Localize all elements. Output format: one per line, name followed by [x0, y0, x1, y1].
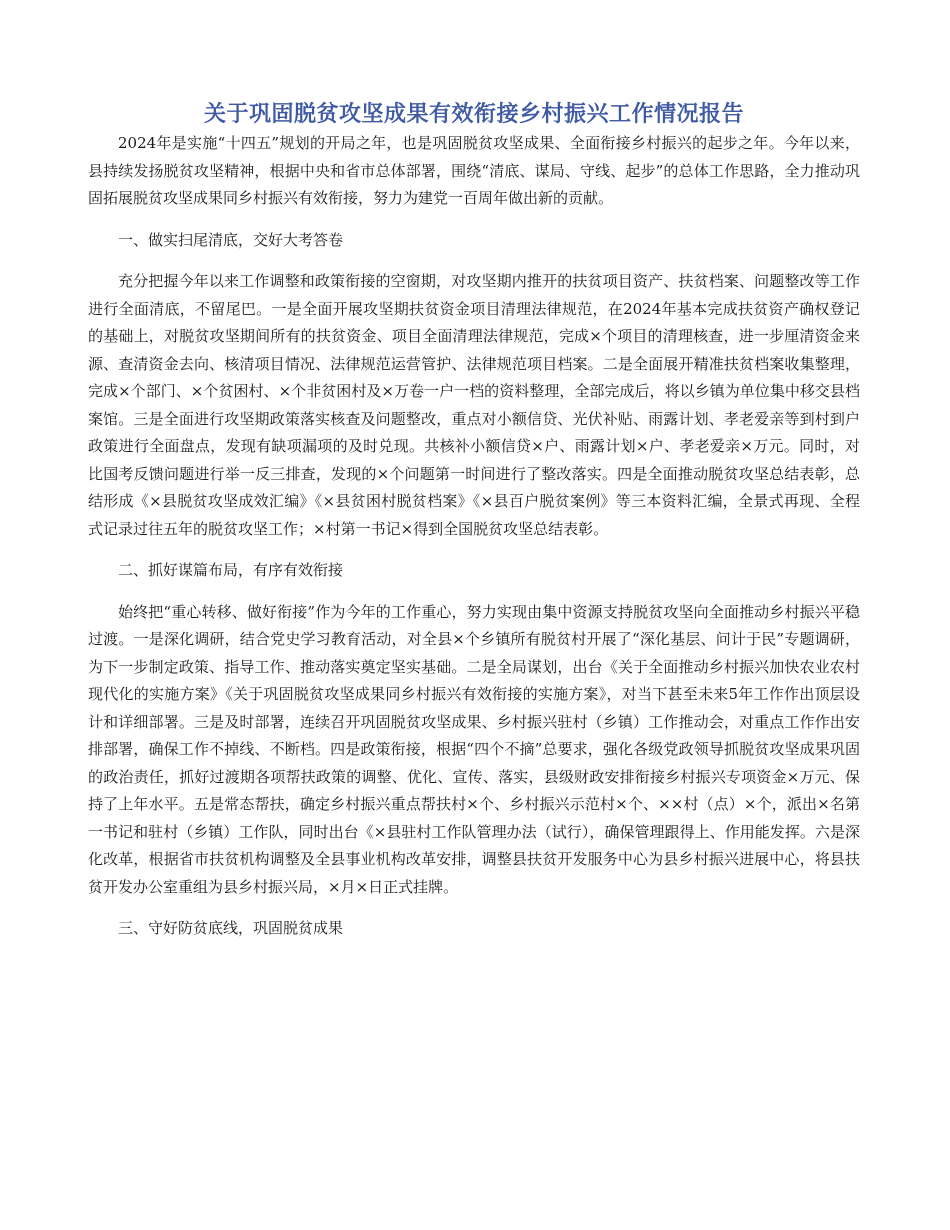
spacer	[88, 585, 860, 599]
spacer	[88, 543, 860, 557]
section-1-heading: 一、做实扫尾清底，交好大考答卷	[118, 230, 344, 249]
section-1-body: 充分把握今年以来工作调整和政策衔接的空窗期，对攻坚期内推开的扶贫项目资产、扶贫档案、问题整改等工作进行全面清底，不留尾巴。一是全面开展攻坚期扶贫资金项目清理法律规范，在2024年基本完成扶贫资产确权登记的基础上，对脱贫攻坚期间所有的扶贫资金、项目全面清理法律规范，完成×个项目的清理核查，进一步厘清资金来源、查清资金去向、核清项目情况、法律规范运营管护、法律规范项目档案。二是全面展开精准扶贫档案收集整理，完成×个部门、×个贫困村、×个非贫困村及×万卷一户一档的资料整理，全部完成后，将以乡镇为单位集中移交县档案馆。三是全面进行攻坚期政策落实核查及问题整改，重点对小额信贷、光伏补贴、雨露计划、孝老爱亲等到村到户政策进行全面盘点，发现有缺项漏项的及时兑现。共核补小额信贷×户、雨露计划×户、孝老爱亲×万元。同时，对比国考反馈问题进行举一反三排查，发现的×个问题第一时间进行了整改落实。四是全面推动脱贫攻坚总结表彰，总结形成《×县脱贫攻坚成效汇编》《×县贫困村脱贫档案》《×县百户脱贫案例》等三本资料汇编，全景式再现、全程式记录过往五年的脱贫攻坚工作；×村第一书记×得到全国脱贫攻坚总结表彰。	[88, 272, 860, 538]
spacer	[88, 213, 860, 227]
spacer	[88, 901, 860, 915]
document-title: 关于巩固脱贫攻坚成果有效衔接乡村振兴工作情况报告	[203, 102, 744, 127]
section-2-body: 始终把“重心转移、做好衔接”作为今年的工作重心，努力实现由集中资源支持脱贫攻坚向全面推动乡村振兴平稳过渡。一是深化调研，结合党史学习教育活动，对全县×个乡镇所有脱贫村开展了“深化基层、问计于民”专题调研，为下一步制定政策、指导工作、推动落实奠定坚实基础。二是全局谋划，出台《关于全面推动乡村振兴加快农业农村现代化的实施方案》《关于巩固脱贫攻坚成果同乡村振兴有效衔接的实施方案》，对当下甚至未来5年工作作出顶层设计和详细部署。三是及时部署，连续召开巩固脱贫攻坚成果、乡村振兴驻村（乡镇）工作推动会，对重点工作作出安排部署，确保工作不掉线、不断档。四是政策衔接，根据“四个不摘”总要求，强化各级党政领导抓脱贫攻坚成果巩固的政治责任，抓好过渡期各项帮扶政策的调整、优化、宣传、落实，县级财政安排衔接乡村振兴专项资金×万元、保持了上年水平。五是常态帮扶，确定乡村振兴重点帮扶村×个、乡村振兴示范村×个、××村（点）×个，派出×名第一书记和驻村（乡镇）工作队，同时出台《×县驻村工作队管理办法（试行），确保管理跟得上、作用能发挥。六是深化改革，根据省市扶贫机构调整及全县事业机构改革安排，调整县扶贫开发服务中心为县乡村振兴进展中心，将县扶贫开发办公室重组为县乡村振兴局，×月×日正式挂牌。	[88, 602, 860, 896]
document-page	[88, 100, 860, 943]
section-3-heading: 三、守好防贫底线，巩固脱贫成果	[118, 919, 344, 937]
intro-paragraph: 2024年是实施“十四五”规划的开局之年，也是巩固脱贫攻坚成果、全面衔接乡村振兴的起步之年。今年以来，县持续发扬脱贫攻坚精神，根据中央和省市总体部署，围绕“清底、谋局、守线、起步”的总体工作思路，全力推动巩固拓展脱贫攻坚成果同乡村振兴有效衔接，努力为建党一百周年做出新的贡献。	[88, 134, 860, 207]
spacer	[88, 254, 860, 268]
section-2-heading: 二、抓好谋篇布局，有序有效衔接	[118, 561, 344, 579]
